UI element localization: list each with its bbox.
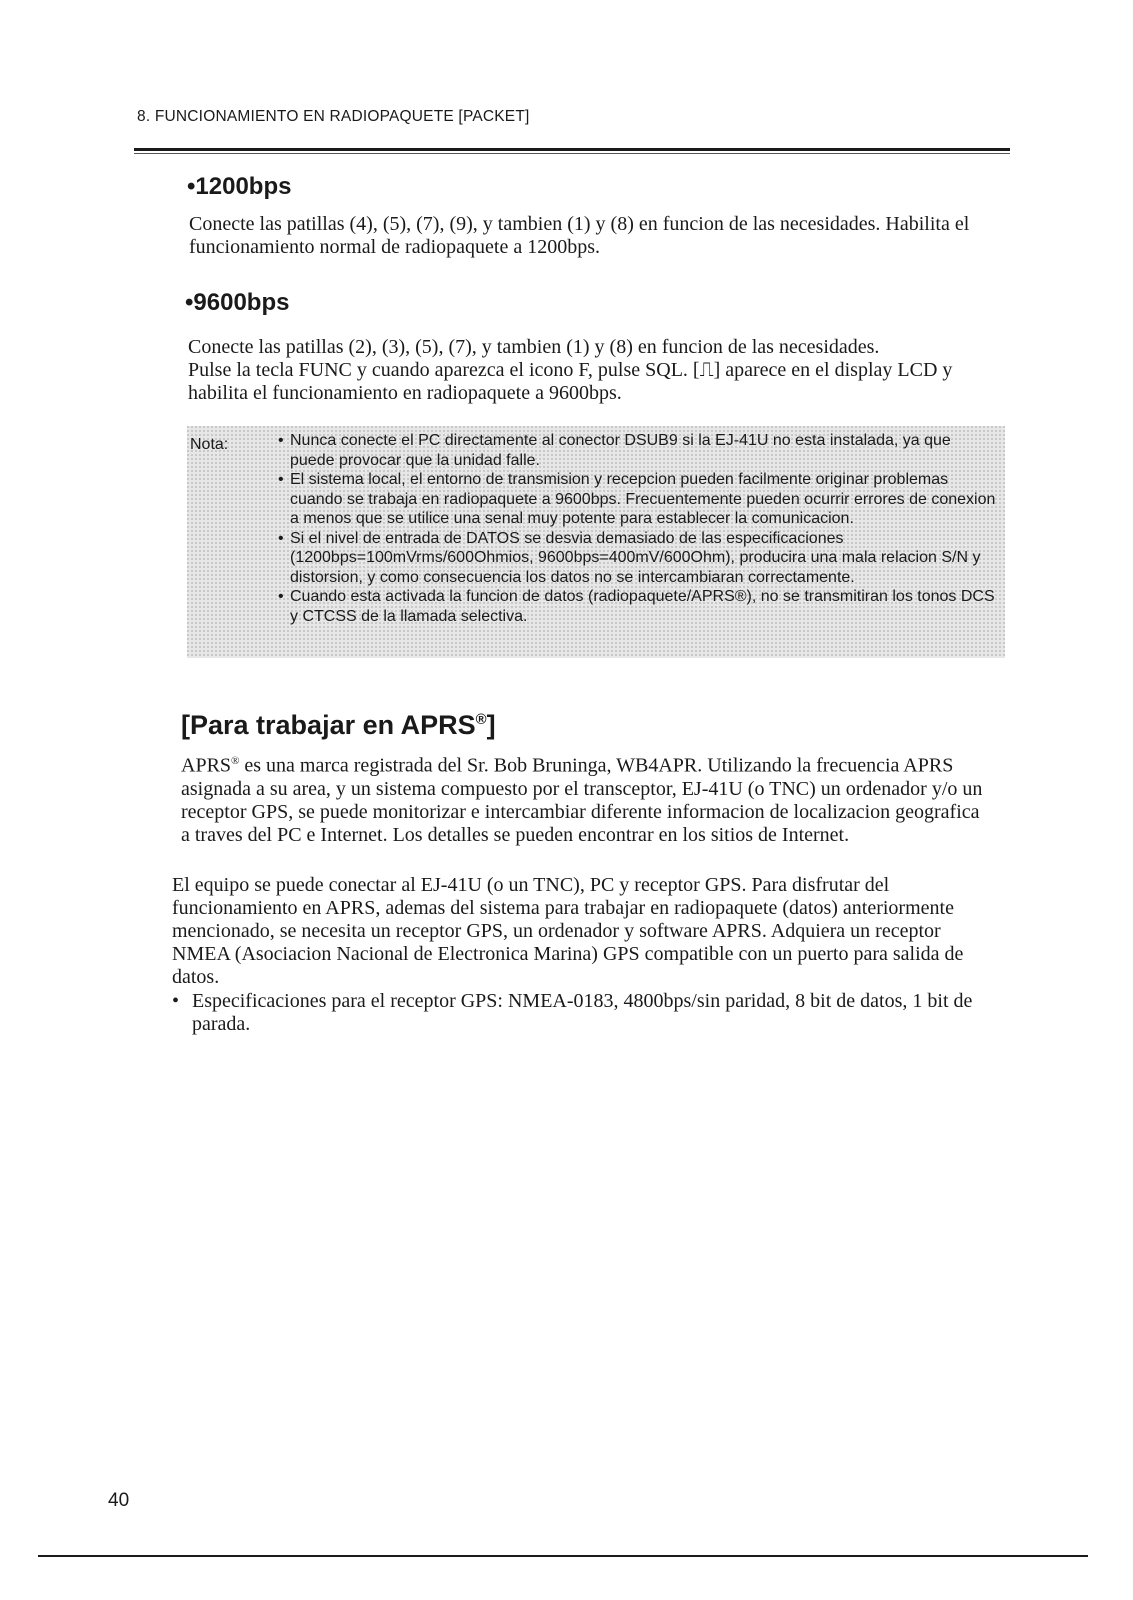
running-header: 8. FUNCIONAMIENTO EN RADIOPAQUETE [PACKET] (137, 108, 530, 125)
note-item: • Nunca conecte el PC directamente al conector DSUB9 si la EJ-41U no esta instalada, ya que puede provocar que la unidad falle. (278, 431, 998, 470)
note-label: Nota: (190, 436, 229, 453)
note-item: • Cuando esta activada la funcion de datos (radiopaquete/APRS®), no se transmitiran los tonos DCS y CTCSS de la llamada selectiva. (278, 587, 998, 626)
section-body-9600-line1: Conecte las patillas (2), (3), (5), (7), y tambien (1) y (8) en funcion de las necesidades. (188, 336, 880, 358)
aprs-heading (181, 710, 496, 741)
bullet-marker: • (172, 990, 180, 1012)
aprs-paragraph-1-text: es una marca registrada del Sr. Bob Bruninga, WB4APR. Utilizando la frecuencia APRS asignada a su area, y un sistema compuesto por el transceptor, EJ-41U (o TNC) un ordenador y/o un receptor GPS, se puede monitorizar e intercambiar diferente informacion de localizacion geografica a traves del PC e Internet. Los detalles se pueden encontrar en los sitios de Internet. (181, 754, 983, 846)
header-rule-thin (134, 153, 1010, 154)
section-body-1200: Conecte las patillas (4), (5), (7), (9), y tambien (1) y (8) en funcion de las necesidades. Habilita el funcionamiento normal de radiopaquete a 1200bps. (189, 213, 970, 258)
registered-mark: ® (231, 755, 240, 767)
header-rule (134, 148, 1010, 151)
aprs-heading-text: [Para trabajar en APRS (181, 710, 476, 740)
note-item: • Si el nivel de entrada de DATOS se desvia demasiado de las especificaciones (1200bps=100mVrms/600Ohmios, 9600bps=400mV/600Ohm), producira una mala relacion S/N y distorsion, y como consecuencia los datos no se intercambiaran correctamente. (278, 529, 998, 588)
section-body-9600-line2: Pulse la tecla FUNC y cuando aparezca el icono F, pulse SQL. [⎍] aparece en el display LCD y habilita el funcionamiento en radiopaquete a 9600bps. (188, 359, 953, 404)
aprs-word: APRS (181, 754, 232, 777)
section-title-9600: •9600bps (185, 289, 290, 316)
aprs-bullet (172, 990, 982, 1036)
section-title-1200: •1200bps (187, 173, 292, 200)
aprs-bullet-text: Especificaciones para el receptor GPS: NMEA-0183, 4800bps/sin paridad, 8 bit de datos, 1 bit de parada. (192, 990, 973, 1035)
aprs-heading-close: ] (486, 710, 496, 740)
page-number: 40 (108, 1490, 130, 1511)
section-body-9600 (188, 336, 1003, 405)
aprs-paragraph-2: El equipo se puede conectar al EJ-41U (o un TNC), PC y receptor GPS. Para disfrutar del funcionamiento en APRS, ademas del sistema para trabajar en radiopaquete (datos) anteriormente mencionado, se necesita un receptor GPS, un ordenador y software APRS. Adquiera un receptor NMEA (Asociacion Nacional de Electronica Marina) GPS compatible con un puerto para salida de datos. (172, 874, 964, 988)
footer-rule (38, 1555, 1088, 1557)
note-list (278, 431, 998, 626)
note-item: • El sistema local, el entorno de transmision y recepcion pueden facilmente originar problemas cuando se trabaja en radiopaquete a 9600bps. Frecuentemente pueden ocurrir errores de conexion a menos que se utilice una senal muy potente para establecer la comunicacion. (278, 470, 998, 529)
aprs-paragraph-1 (181, 750, 986, 847)
registered-mark: ® (475, 712, 487, 728)
